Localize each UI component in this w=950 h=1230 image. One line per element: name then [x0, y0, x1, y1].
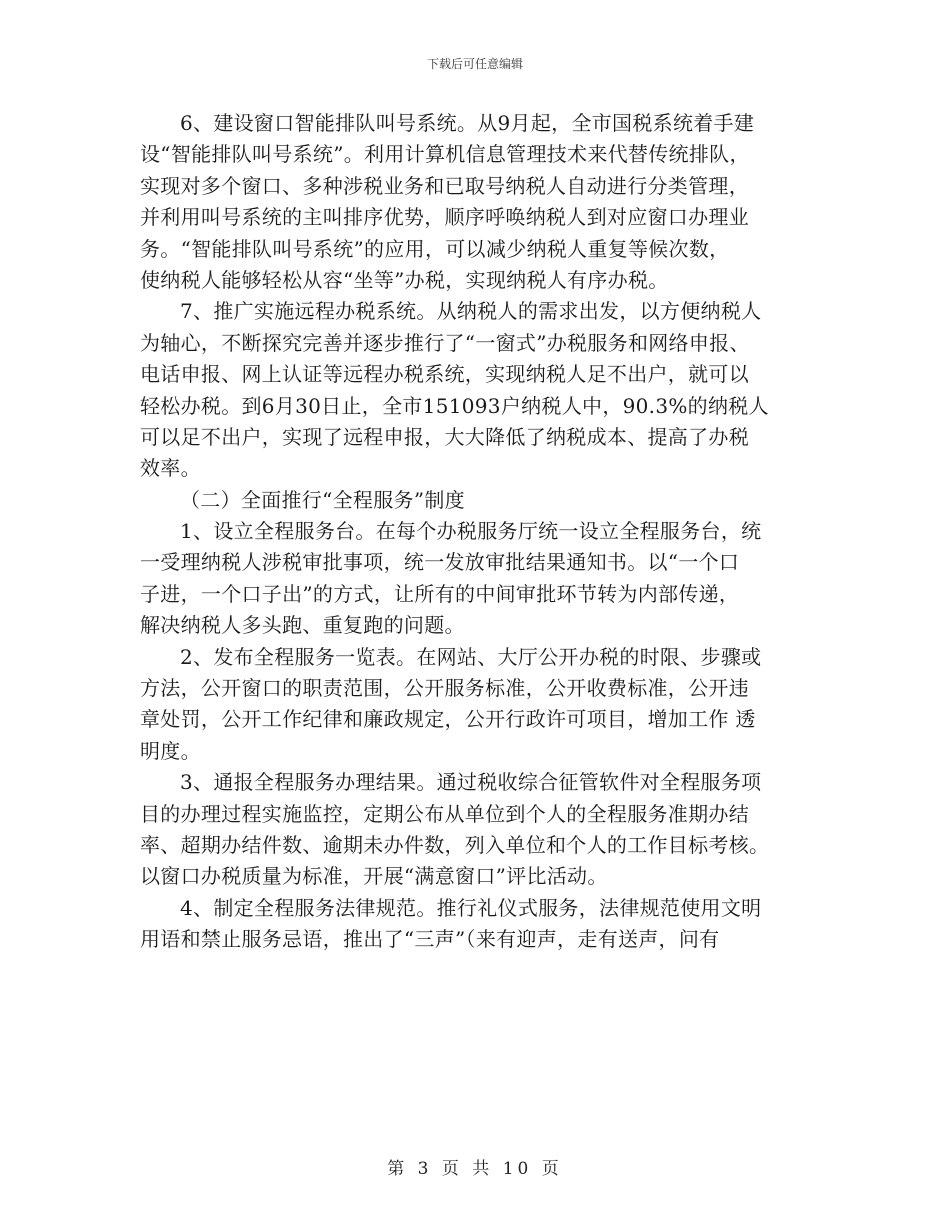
text-line: 6、建设窗口智能排队叫号系统。从9月起，全市国税系统着手建: [180, 111, 755, 135]
text-line: 实现对多个窗口、多种涉税业务和已取号纳税人自动进行分类管理，: [140, 173, 749, 198]
text-line: 为轴心，不断探究完善并逐步推行了“一窗式”办税服务和网络申报、: [140, 330, 750, 355]
text-line: 设“智能排队叫号系统”。利用计算机信息管理技术来代替传统排队，: [140, 142, 750, 167]
text-line: 可以足不出户，实现了远程申报，大大降低了纳税成本、提高了办税: [140, 424, 749, 449]
text-line: 并利用叫号系统的主叫排序优势，顺序呼唤纳税人到对应窗口办理业: [140, 205, 749, 230]
text-line: 一受理纳税人涉税审批事项，统一发放审批结果通知书。以“一个口: [140, 550, 740, 575]
text-line: 7、推广实施远程办税系统。从纳税人的需求出发，以方便纳税人: [180, 299, 762, 324]
text-line: 子进，一个口子出”的方式，让所有的中间审批环节转为内部传递，: [140, 581, 740, 606]
text-line: 章处罚，公开工作纪律和廉政规定，公开行政许可项目，增加工作 透: [140, 707, 756, 732]
page-number-footer: 第 3 页 共 10 页: [387, 1159, 563, 1179]
text-line: 电话申报、网上认证等远程办税系统，实现纳税人足不出户，就可以: [140, 362, 749, 387]
text-line: 效率。: [140, 456, 201, 481]
text-line: 4、制定全程服务法律规范。推行礼仪式服务，法律规范使用文明: [180, 895, 762, 920]
text-line: 目的办理过程实施监控，定期公布从单位到个人的全程服务准期办结: [140, 801, 749, 826]
text-line: 1、设立全程服务台。在每个办税服务厅统一设立全程服务台，统: [180, 519, 762, 544]
text-line: 率、超期办结件数、逾期未办件数，列入单位和个人的工作目标考核。: [140, 832, 770, 857]
text-line: 明度。: [140, 738, 201, 763]
text-line: 方法，公开窗口的职责范围，公开服务标准，公开收费标准，公开违: [140, 676, 749, 701]
text-line: 务。“智能排队叫号系统”的应用，可以减少纳税人重复等候次数，: [140, 236, 730, 261]
text-line: 使纳税人能够轻松从容“坐等”办税，实现纳税人有序办税。: [140, 267, 669, 292]
section-heading: （二）全面推行“全程服务”制度: [180, 487, 465, 512]
text-line: 用语和禁止服务忌语，推出了“三声”（来有迎声，走有送声，问有: [140, 927, 720, 952]
text-line: 轻松办税。到6月30日止，全市151093户纳税人中，90.3%的纳税人: [140, 393, 769, 418]
text-line: 2、发布全程服务一览表。在网站、大厅公开办税的时限、步骤或: [180, 644, 762, 669]
text-line: 解决纳税人多头跑、重复跑的问题。: [140, 613, 465, 638]
text-line: 3、通报全程服务办理结果。通过税收综合征管软件对全程服务项: [180, 770, 762, 795]
text-line: 以窗口办税质量为标准，开展“满意窗口”评比活动。: [140, 864, 608, 889]
document-body: [140, 108, 810, 956]
page-header: 下载后可任意编辑: [426, 57, 523, 71]
